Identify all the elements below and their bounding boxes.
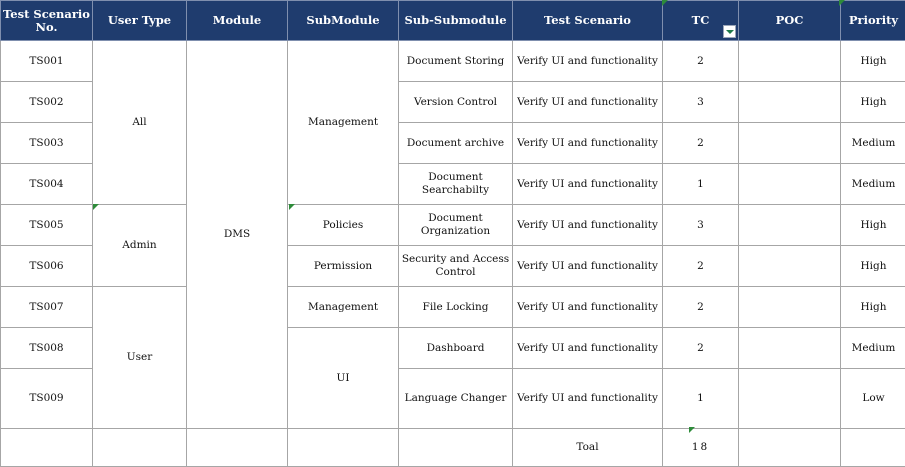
comment-indicator-icon [662,0,668,6]
cell-sub-submodule[interactable]: Document Organization [399,205,513,246]
cell-priority[interactable]: High [841,205,905,246]
total-label[interactable]: Toal [513,429,663,467]
cell-poc[interactable] [739,82,841,123]
header-test-scenario[interactable]: Test Scenario [513,1,663,41]
cell-sub-submodule[interactable]: Version Control [399,82,513,123]
cell-poc[interactable] [739,164,841,205]
cell-submodule-policies[interactable]: Policies [288,205,399,246]
cell-sub-submodule[interactable]: Dashboard [399,328,513,369]
empty-cell[interactable] [399,429,513,467]
cell-submodule-ui[interactable]: UI [288,328,399,429]
cell-user-type-all[interactable]: All [93,41,187,205]
table-row [1,205,905,246]
cell-scenario[interactable]: Verify UI and functionality [513,287,663,328]
cell-sub-submodule[interactable]: File Locking [399,287,513,328]
table-row [1,287,905,328]
header-tc[interactable] [663,1,739,41]
cell-tc[interactable]: 2 [663,287,739,328]
empty-cell[interactable] [739,429,841,467]
header-tc-label: TC [692,13,710,27]
cell-poc[interactable] [739,123,841,164]
cell-poc[interactable] [739,205,841,246]
total-tc[interactable]: 18 [663,429,739,467]
cell-submodule-management-2[interactable]: Management [288,287,399,328]
header-sub-submodule[interactable]: Sub-Submodule [399,1,513,41]
cell-tc[interactable]: 2 [663,123,739,164]
cell-scenario[interactable]: Verify UI and functionality [513,369,663,429]
cell-priority[interactable]: Medium [841,123,905,164]
cell-id[interactable]: TS001 [1,41,93,82]
total-row [1,429,905,467]
cell-priority[interactable]: Medium [841,328,905,369]
cell-tc[interactable]: 2 [663,328,739,369]
cell-poc[interactable] [739,287,841,328]
comment-indicator-icon [839,0,845,6]
cell-scenario[interactable]: Verify UI and functionality [513,205,663,246]
filter-dropdown-icon[interactable] [723,25,736,38]
cell-user-type-admin[interactable]: Admin [93,205,187,287]
cell-sub-submodule[interactable]: Document Searchabilty [399,164,513,205]
comment-indicator-icon [689,427,695,433]
cell-poc[interactable] [739,246,841,287]
cell-poc[interactable] [739,369,841,429]
cell-scenario[interactable]: Verify UI and functionality [513,82,663,123]
cell-id[interactable]: TS002 [1,82,93,123]
header-poc[interactable]: POC [739,1,841,41]
cell-user-type-user[interactable]: User [93,287,187,429]
cell-scenario[interactable]: Verify UI and functionality [513,41,663,82]
cell-id[interactable]: TS009 [1,369,93,429]
comment-indicator-icon [93,204,99,210]
header-priority[interactable]: Priority [841,1,905,41]
cell-priority[interactable]: Medium [841,164,905,205]
cell-scenario[interactable]: Verify UI and functionality [513,328,663,369]
comment-indicator-icon [289,204,295,210]
empty-cell[interactable] [93,429,187,467]
cell-tc[interactable]: 3 [663,82,739,123]
cell-poc[interactable] [739,41,841,82]
cell-priority[interactable]: High [841,246,905,287]
cell-priority[interactable]: High [841,287,905,328]
header-user-type[interactable]: User Type [93,1,187,41]
header-test-scenario-no[interactable]: Test Scenario No. [1,1,93,41]
cell-sub-submodule[interactable]: Language Changer [399,369,513,429]
cell-tc[interactable]: 3 [663,205,739,246]
cell-id[interactable]: TS006 [1,246,93,287]
cell-scenario[interactable]: Verify UI and functionality [513,246,663,287]
cell-submodule-management[interactable]: Management [288,41,399,205]
empty-cell[interactable] [841,429,905,467]
cell-id[interactable]: TS007 [1,287,93,328]
header-row [1,1,905,41]
empty-cell[interactable] [288,429,399,467]
cell-module-dms[interactable]: DMS [187,41,288,429]
header-module[interactable]: Module [187,1,288,41]
header-submodule[interactable]: SubModule [288,1,399,41]
empty-cell[interactable] [187,429,288,467]
cell-priority[interactable]: Low [841,369,905,429]
cell-scenario[interactable]: Verify UI and functionality [513,123,663,164]
cell-priority[interactable]: High [841,82,905,123]
cell-sub-submodule[interactable]: Document archive [399,123,513,164]
cell-sub-submodule[interactable]: Security and Access Control [399,246,513,287]
cell-priority[interactable]: High [841,41,905,82]
cell-submodule-permission[interactable]: Permission [288,246,399,287]
cell-tc[interactable]: 2 [663,246,739,287]
table-row [1,41,905,82]
empty-cell[interactable] [1,429,93,467]
cell-id[interactable]: TS003 [1,123,93,164]
cell-scenario[interactable]: Verify UI and functionality [513,164,663,205]
cell-sub-submodule[interactable]: Document Storing [399,41,513,82]
cell-id[interactable]: TS004 [1,164,93,205]
cell-tc[interactable]: 2 [663,41,739,82]
cell-poc[interactable] [739,328,841,369]
cell-id[interactable]: TS008 [1,328,93,369]
cell-id[interactable]: TS005 [1,205,93,246]
cell-tc[interactable]: 1 [663,369,739,429]
cell-tc[interactable]: 1 [663,164,739,205]
